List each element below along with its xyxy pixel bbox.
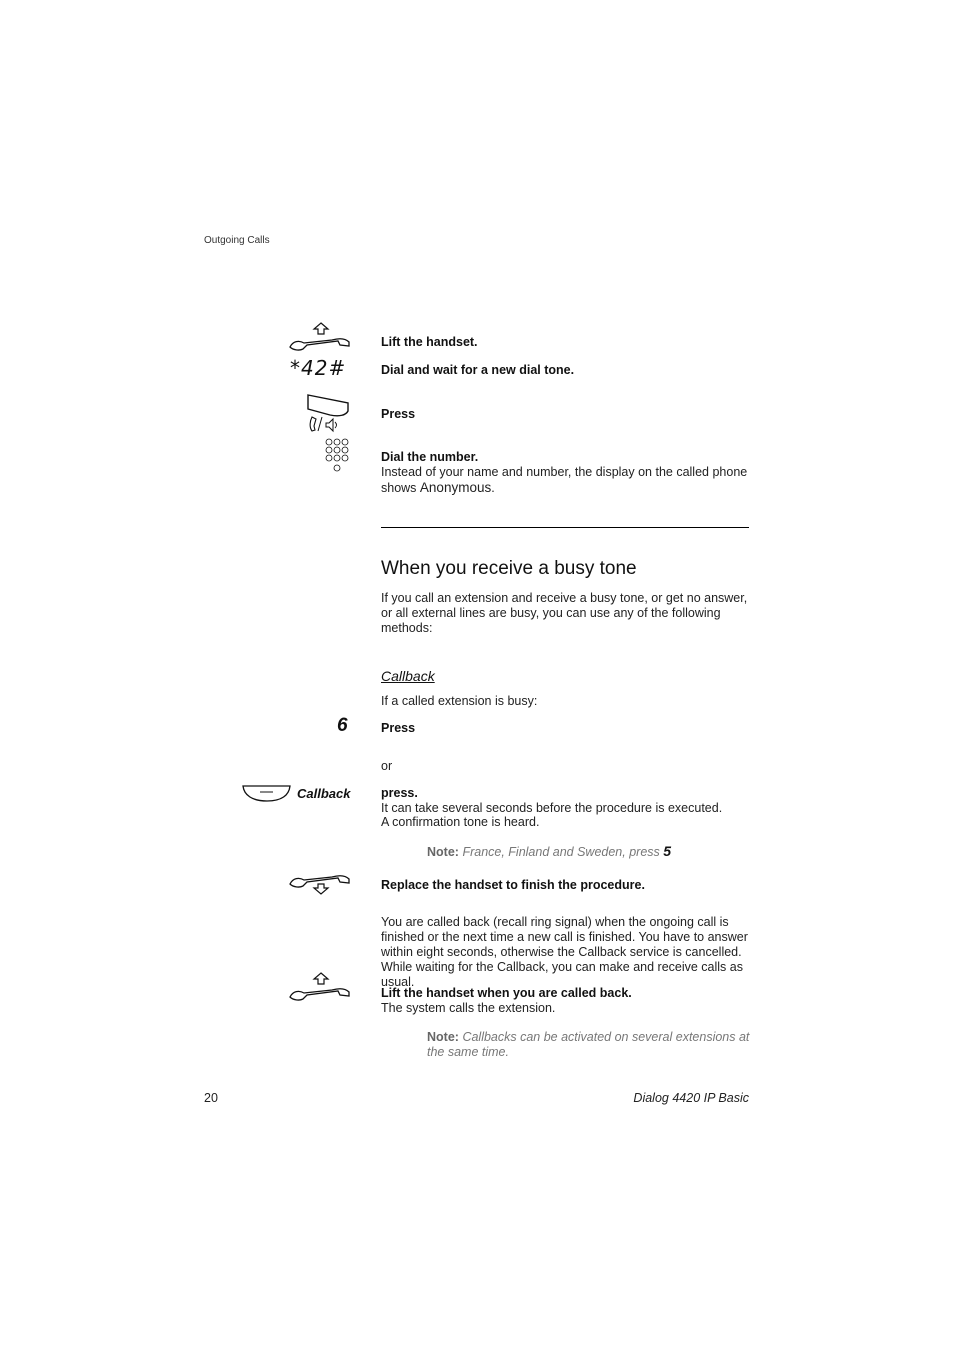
section-divider <box>381 527 749 528</box>
anonymous-info-text: Instead of your name and number, the display on the called phone shows <box>381 465 748 495</box>
note-key-5: 5 <box>663 843 672 859</box>
callback-info-2: A confirmation tone is heard. <box>381 815 540 829</box>
key-6: 6 <box>337 715 348 736</box>
product-name: Dialog 4420 IP Basic <box>633 1091 749 1105</box>
note-label: Note: <box>427 845 459 859</box>
dial-code: *42# <box>290 356 347 380</box>
or-text: or <box>381 759 393 773</box>
lift-back-text: Lift the handset when you are called back. <box>381 986 632 1000</box>
replace-handset-text: Replace the handset to finish the procedure. <box>381 878 645 892</box>
speaker-key-icon <box>304 393 350 435</box>
callback-title: Callback <box>381 668 435 684</box>
anonymous-info-end: . <box>491 481 495 495</box>
system-calls-text: The system calls the extension. <box>381 1001 556 1015</box>
press-text: Press <box>381 407 416 421</box>
callback-softkey-label: Callback <box>297 786 351 801</box>
section-intro: If you call an extension and receive a busy tone, or get no answer, or all external lines are busy, you can use any of the following methods: <box>381 591 748 635</box>
callback-info-1: It can take several seconds before the procedure is executed. <box>381 801 723 815</box>
note-text: France, Finland and Sweden, press <box>462 845 660 859</box>
dial-wait-text: Dial and wait for a new dial tone. <box>381 363 575 377</box>
page-number: 20 <box>204 1091 218 1105</box>
note-callbacks <box>427 1030 751 1060</box>
anonymous-info <box>381 465 751 496</box>
callback-condition: If a called extension is busy: <box>381 694 538 708</box>
anonymous-word: Anonymous <box>419 480 492 495</box>
keypad-icon <box>324 438 352 474</box>
lift-handset-icon <box>287 322 351 352</box>
press-6-text: Press <box>381 721 416 735</box>
section-header: Outgoing Calls <box>204 235 270 246</box>
section-title: When you receive a busy tone <box>381 558 637 579</box>
press-softkey-text: press. <box>381 786 418 800</box>
dial-number-text: Dial the number. <box>381 450 479 464</box>
lift-handset-text: Lift the handset. <box>381 335 478 349</box>
note2-label: Note: <box>427 1030 459 1044</box>
replace-handset-icon <box>287 872 351 896</box>
softkey-icon <box>242 784 292 804</box>
lift-handset-icon-2 <box>287 972 351 1002</box>
note-france <box>427 844 671 860</box>
callback-paragraph: You are called back (recall ring signal) when the ongoing call is finished or the next time a new call is finished. You have to answer within eight seconds, otherwise the Callback service is cancelled. While waiting for the Callback, you can make and receive calls as usual. <box>381 915 748 989</box>
note2-text: Callbacks can be activated on several extensions at the same time. <box>427 1030 750 1059</box>
